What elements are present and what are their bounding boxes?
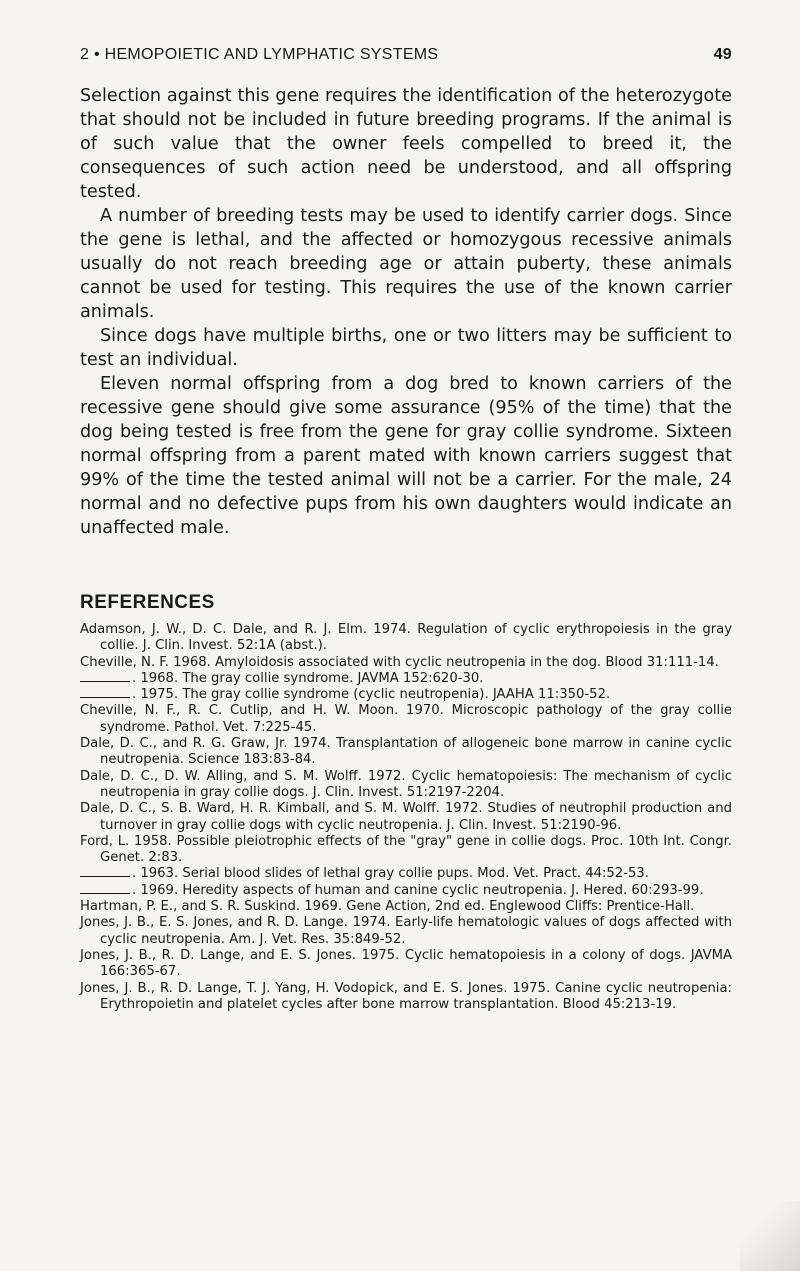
ditto-dash <box>80 681 130 682</box>
paragraph: Selection against this gene requires the identification of the heterozygote that should not be included in future breeding programs. If the animal is of such value that the owner feels compelled to breed it, the consequences of such action need be understood, and all offspring tested. <box>80 86 732 202</box>
reference-entry: . 1975. The gray collie syndrome (cyclic neutropenia). JAAHA 11:350-52. <box>80 687 732 703</box>
ditto-dash <box>80 893 130 894</box>
reference-entry: Ford, L. 1958. Possible pleiotrophic effects of the "gray" gene in collie dogs. Proc. 10th Int. Congr. Genet. 2:83. <box>80 833 732 866</box>
reference-entry: Jones, J. B., R. D. Lange, and E. S. Jones. 1975. Cyclic hematopoiesis in a colony of dogs. JAVMA 166:365-67. <box>80 947 732 980</box>
reference-entry: Cheville, N. F. 1968. Amyloidosis associated with cyclic neutropenia in the dog. Blood 31:111-14. <box>80 654 719 670</box>
reference-entry: Jones, J. B., R. D. Lange, T. J. Yang, H. Vodopick, and E. S. Jones. 1975. Canine cyclic neutropenia: Erythropoietin and platelet cycles after bone marrow transplantation. Blood 45:213-19. <box>80 980 732 1012</box>
reference-entry: . 1969. Heredity aspects of human and canine cyclic neutropenia. J. Hered. 60:293-99. <box>80 883 732 899</box>
ditto-dash <box>80 697 130 698</box>
reference-entry: Jones, J. B., E. S. Jones, and R. D. Lange. 1974. Early-life hematologic values of dogs affected with cyclic neutropenia. Am. J. Vet. Res. 35:849-52. <box>80 915 732 947</box>
body-text <box>80 84 732 540</box>
reference-entry: Dale, D. C., S. B. Ward, H. R. Kimball, and S. M. Wolff. 1972. Studies of neutrophil production and turnover in gray collie dogs with cyclic neutropenia. J. Clin. Invest. 51:2190-96. <box>80 801 732 833</box>
paragraph: Since dogs have multiple births, one or two litters may be sufficient to test an individual. <box>80 326 732 370</box>
paragraph: Eleven normal offspring from a dog bred to known carriers of the recessive gene should give some assurance (95% of the time) that the dog being tested is free from the gene for gray collie syndrome. Sixteen normal offspring from a parent mated with known carriers suggest that 99% of the time the tested animal will not be a carrier. For the male, 24 normal and no defective pups from his own daughters would indicate an unaffected male. <box>80 374 732 538</box>
reference-entry: . 1963. Serial blood slides of lethal gray collie pups. Mod. Vet. Pract. 44:52-53. <box>80 866 732 882</box>
reference-entry: Dale, D. C., D. W. Alling, and S. M. Wolff. 1972. Cyclic hematopoiesis: The mechanism of cyclic neutropenia in gray collie dogs. J. Clin. Invest. 51:2197-2204. <box>80 768 732 800</box>
references-heading: REFERENCES <box>80 592 215 613</box>
page-number: 49 <box>713 46 732 63</box>
references-list <box>80 622 732 1013</box>
page-corner-shadow <box>740 1201 800 1271</box>
reference-entry: Dale, D. C., and R. G. Graw, Jr. 1974. Transplantation of allogeneic bone marrow in canine cyclic neutropenia. Science 183:83-84. <box>80 736 732 768</box>
reference-entry: Hartman, P. E., and S. R. Suskind. 1969. Gene Action, 2nd ed. Englewood Cliffs: Prentice-Hall. <box>80 899 695 915</box>
reference-entry: Cheville, N. F., R. C. Cutlip, and H. W. Moon. 1970. Microscopic pathology of the gray collie syndrome. Pathol. Vet. 7:225-45. <box>80 703 732 735</box>
paragraph: A number of breeding tests may be used to identify carrier dogs. Since the gene is lethal, and the affected or homozygous recessive animals usually do not reach breeding age or attain puberty, these animals cannot be used for testing. This requires the use of the known carrier animals. <box>80 206 732 322</box>
running-title: 2 • HEMOPOIETIC AND LYMPHATIC SYSTEMS <box>80 46 439 63</box>
reference-entry: . 1968. The gray collie syndrome. JAVMA 152:620-30. <box>80 671 732 687</box>
reference-entry: Adamson, J. W., D. C. Dale, and R. J. Elm. 1974. Regulation of cyclic erythropoiesis in the gray collie. J. Clin. Invest. 52:1A (abst.). <box>80 622 732 654</box>
book-page <box>80 0 732 1271</box>
ditto-dash <box>80 876 130 877</box>
